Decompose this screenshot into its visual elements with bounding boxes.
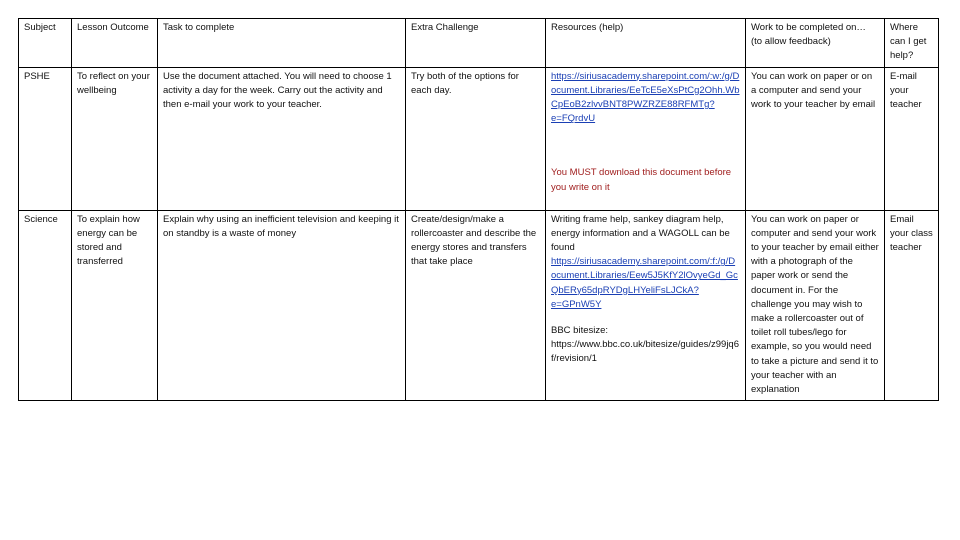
header-extra: Extra Challenge xyxy=(406,19,546,68)
row-subject: PSHE xyxy=(19,67,72,210)
header-subject: Subject xyxy=(19,19,72,68)
row-subject: Science xyxy=(19,210,72,401)
row-resources xyxy=(546,67,746,210)
resource-link[interactable]: https://siriusacademy.sharepoint.com/:w:/g/Document.Libraries/EeTcE5eXsPtCg2Ohh.WbCpEoB2zlvvBNT8PWZRZE88RFMTg?e=FQrdvU xyxy=(551,70,740,125)
table-row xyxy=(19,210,939,401)
resource-bbc: BBC bitesize: https://www.bbc.co.uk/bitesize/guides/z99jq6f/revision/1 xyxy=(551,325,739,365)
row-task: Explain why using an inefficient television and keeping it on standby is a waste of money xyxy=(158,210,406,401)
row-work: You can work on paper or on a computer and send your work to your teacher by email xyxy=(746,67,885,210)
header-resources: Resources (help) xyxy=(546,19,746,68)
table-row xyxy=(19,67,939,210)
row-resources xyxy=(546,210,746,401)
row-where: Email your class teacher xyxy=(885,210,939,401)
row-where: E-mail your teacher xyxy=(885,67,939,210)
header-work: Work to be completed on… (to allow feedback) xyxy=(746,19,885,68)
header-outcome: Lesson Outcome xyxy=(72,19,158,68)
resource-link[interactable]: https://siriusacademy.sharepoint.com/:f:/g/Document.Libraries/Eew5J5KfY2lOvyeGd_GcQbERy65dpRYDgLHYeliFsLJCkA?e=GPnW5Y xyxy=(551,256,738,310)
row-task: Use the document attached. You will need to choose 1 activity a day for the week. Carry out the activity and then e-mail your work to your teacher. xyxy=(158,67,406,210)
header-row xyxy=(19,19,939,68)
resource-text: Writing frame help, sankey diagram help, energy information and a WAGOLL can be found xyxy=(551,213,730,254)
row-extra: Try both of the options for each day. xyxy=(406,67,546,210)
lesson-table xyxy=(18,18,939,401)
row-work: You can work on paper or computer and send your work to your teacher by email either with a photograph of the paper work or send the document in. For the challenge you may wish to make a rollercoaster out of toilet roll tubes/lego for example, so you would need to take a picture and send it to your teacher with an explanation xyxy=(746,210,885,401)
header-task: Task to complete xyxy=(158,19,406,68)
row-outcome: To explain how energy can be stored and transferred xyxy=(72,210,158,401)
resource-warning: You MUST download this document before you write on it xyxy=(551,167,732,193)
row-extra: Create/design/make a rollercoaster and describe the energy stores and transfers that take place xyxy=(406,210,546,401)
header-where: Where can I get help? xyxy=(885,19,939,68)
row-outcome: To reflect on your wellbeing xyxy=(72,67,158,210)
